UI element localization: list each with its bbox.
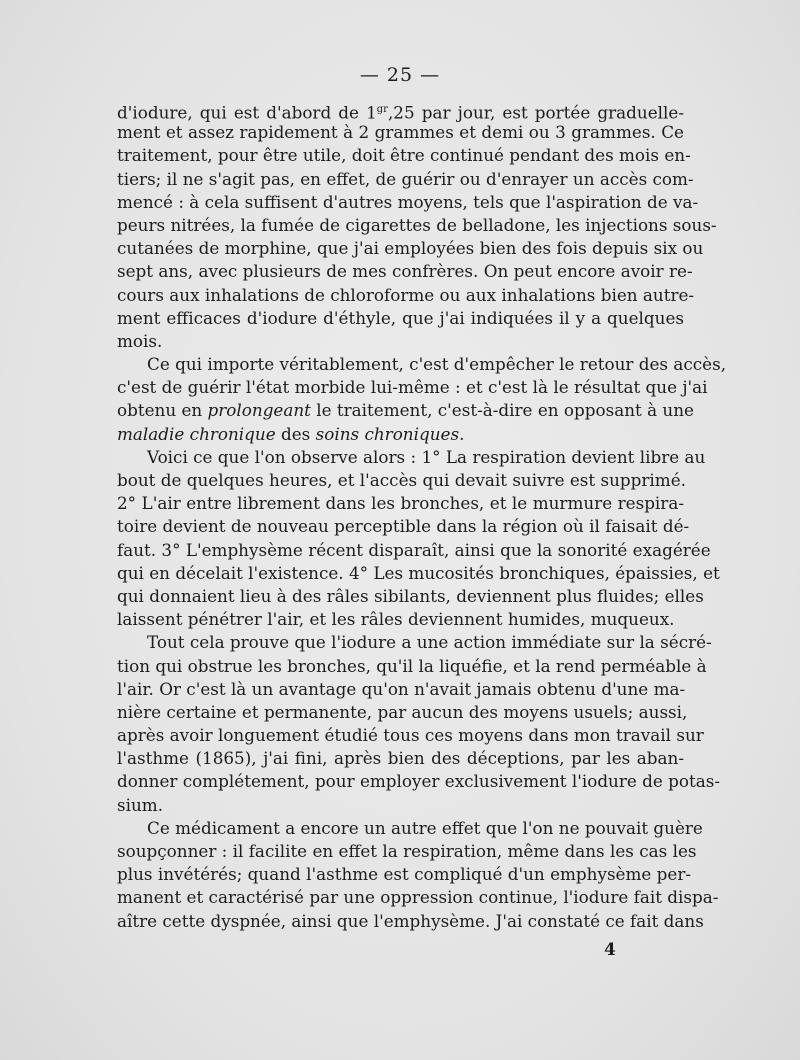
text-line: tion qui obstrue les bronches, qu'il la liquéfie, et la rend perméable à (117, 655, 707, 676)
body-text (117, 98, 727, 933)
text-line: c'est de guérir l'état morbide lui-même : et c'est là le résultat que j'ai (117, 377, 708, 398)
text-line: obtenu en prolongeant le traitement, c'est-à-dire en opposant à une (117, 400, 694, 421)
text-line: donner complétement, pour employer exclusivement l'iodure de potas- (117, 771, 721, 792)
page-number: — 25 — (359, 64, 441, 86)
text-line: l'asthme (1865), j'ai fini, après bien des déceptions, par les aban- (117, 748, 684, 769)
text-line: 2° L'air entre librement dans les bronches, et le murmure respira- (117, 493, 684, 514)
text-line: sept ans, avec plusieurs de mes confrères. On peut encore avoir re- (117, 261, 693, 282)
text-line: maladie chronique des soins chroniques. (117, 423, 465, 444)
text-line: Ce médicament a encore un autre effet que l'on ne pouvait guère (147, 817, 703, 838)
text-line: l'air. Or c'est là un avantage qu'on n'avait jamais obtenu d'une ma- (117, 678, 686, 699)
text-line: ment efficaces d'iodure d'éthyle, que j'ai indiquées il y a quelques (117, 307, 684, 328)
text-line: Tout cela prouve que l'iodure a une action immédiate sur la sécré- (147, 632, 712, 653)
text-line: cours aux inhalations de chloroforme ou aux inhalations bien autre- (117, 284, 695, 305)
signature-mark: 4 (604, 940, 616, 960)
text-line: qui en décelait l'existence. 4° Les mucosités bronchiques, épaissies, et (117, 562, 720, 583)
text-line: d'iodure, qui est d'abord de $1^{gr},25$ par jour, est portée graduelle- (117, 102, 684, 123)
text-line: soupçonner : il facilite en effet la respiration, même dans les cas les (117, 841, 697, 861)
text-line: aître cette dyspnée, ainsi que l'emphysème. J'ai constaté ce fait dans (117, 910, 704, 931)
text-line: Voici ce que l'on observe alors : 1° La respiration devient libre au (147, 446, 706, 467)
text-line: mencé : à cela suffisent d'autres moyens, tels que l'aspiration de va- (117, 191, 699, 212)
text-line: bout de quelques heures, et l'accès qui devait suivre est supprimé. (117, 470, 686, 490)
text-line: qui donnaient lieu à des râles sibilants, deviennent plus fluides; elles (117, 585, 704, 606)
text-line: faut. 3° L'emphysème récent disparaît, ainsi que la sonorité exagérée (117, 539, 711, 560)
text-line: mois. (117, 330, 163, 351)
text-line: traitement, pour être utile, doit être continué pendant des mois en- (117, 145, 691, 166)
text-line: sium. (117, 794, 164, 815)
text-line: nière certaine et permanente, par aucun des moyens usuels; aussi, (117, 701, 688, 722)
text-line: Ce qui importe véritablement, c'est d'empêcher le retour des accès, (147, 354, 727, 375)
text-line: toire devient de nouveau perceptible dans la région où il faisait dé- (117, 516, 690, 537)
text-line: laissent pénétrer l'air, et les râles deviennent humides, muqueux. (117, 609, 675, 630)
text-line: cutanées de morphine, que j'ai employées bien des fois depuis six ou (117, 238, 704, 259)
text-line: ment et assez rapidement à 2 grammes et demi ou 3 grammes. Ce (117, 122, 684, 143)
text-line: tiers; il ne s'agit pas, en effet, de guérir ou d'enrayer un accès com- (117, 168, 694, 189)
text-line: après avoir longuement étudié tous ces moyens dans mon travail sur (117, 725, 704, 746)
text-line: plus invétérés; quand l'asthme est compliqué d'un emphysème per- (117, 864, 692, 885)
text-line: manent et caractérisé par une oppression continue, l'iodure fait dispa- (117, 887, 719, 908)
text-line: peurs nitrées, la fumée de cigarettes de belladone, les injections sous- (117, 214, 717, 235)
